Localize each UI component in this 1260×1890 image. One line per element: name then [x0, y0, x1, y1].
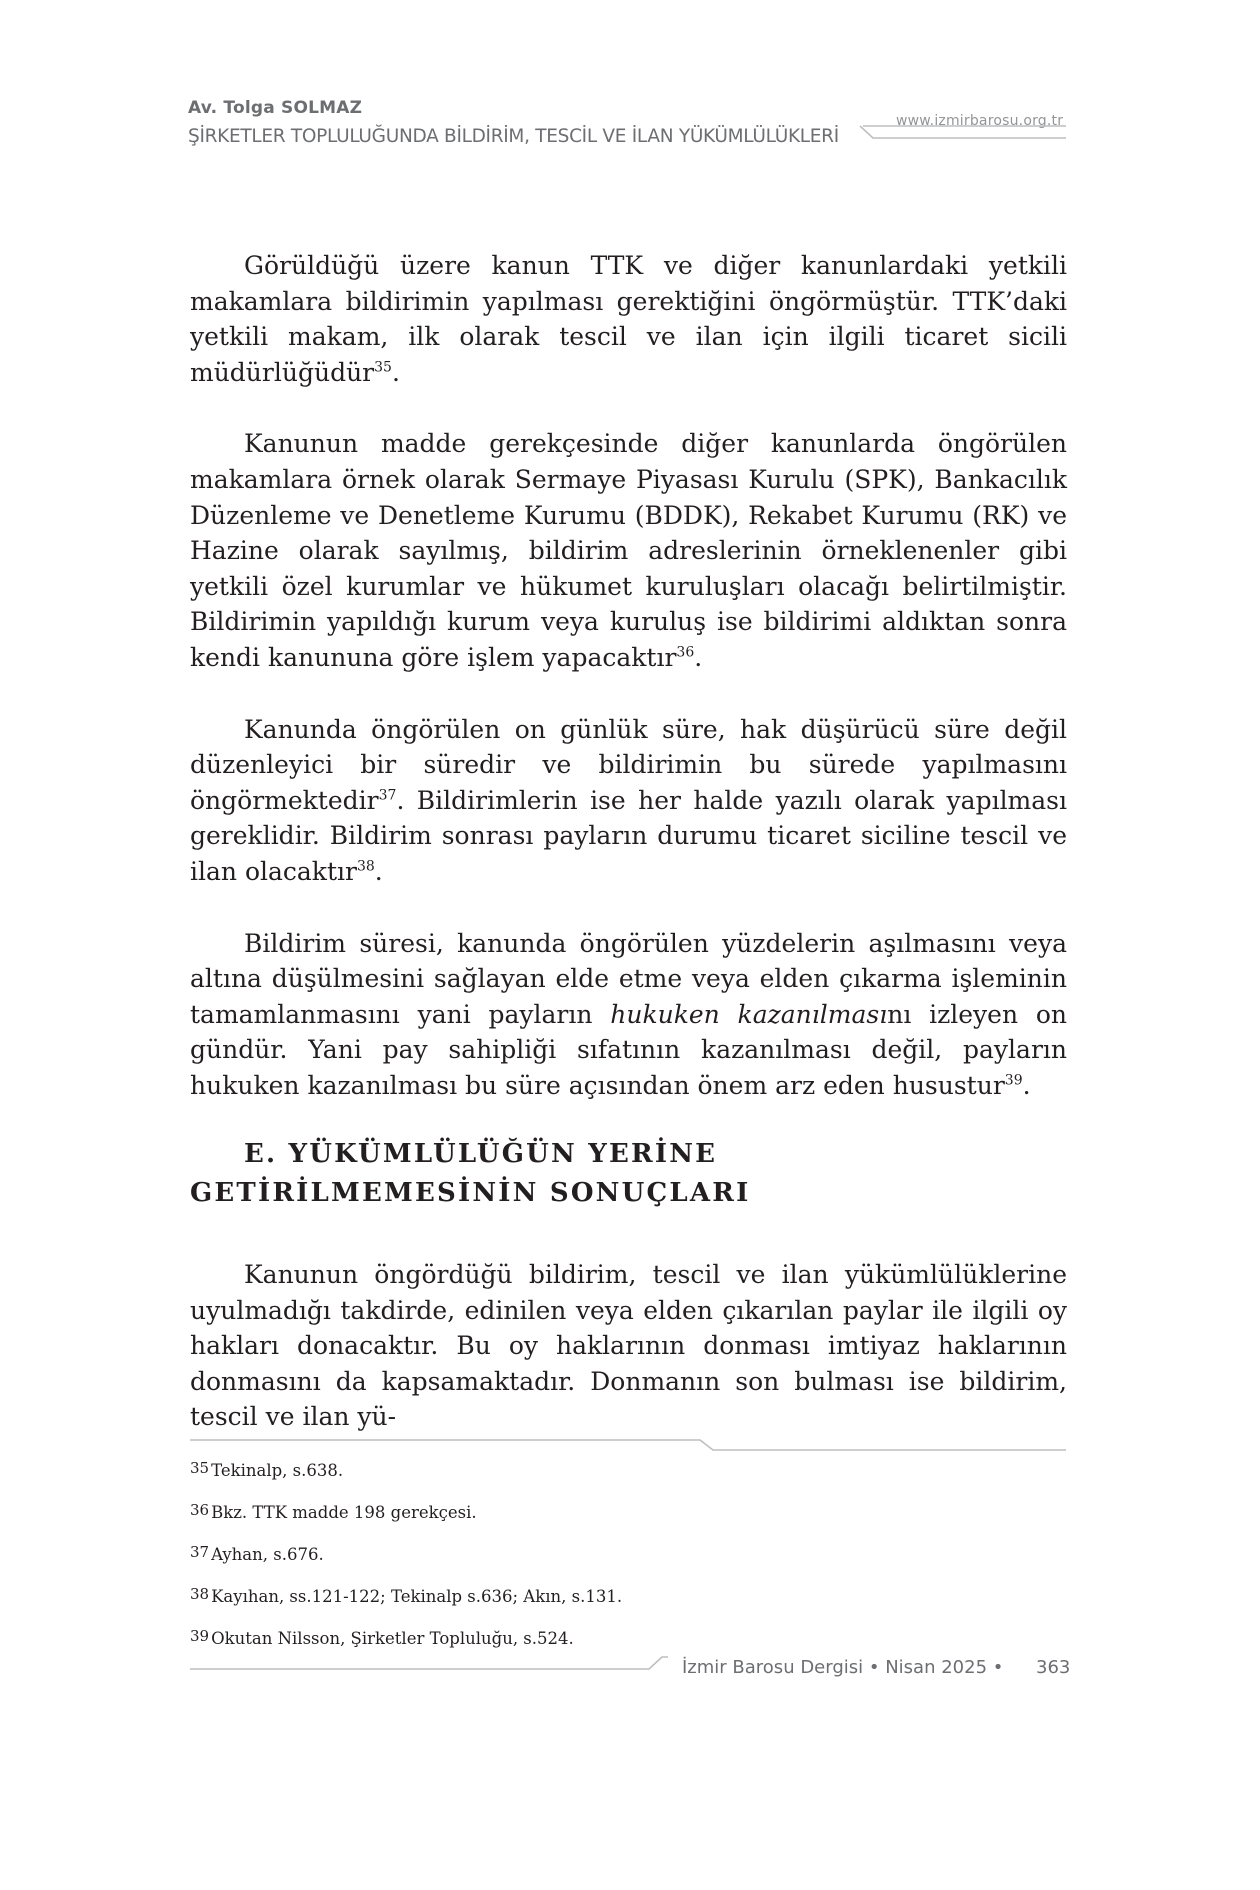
body-text-upper	[190, 248, 1067, 1139]
page-number: 363	[1036, 1657, 1071, 1678]
paragraph-2: Kanunun madde gerekçesinde diğer kanunlarda öngörülen makamlara örnek olarak Sermaye Piyasası Kurulu (SPK), Bankacılık Düzenleme ve Denetleme Kurumu (BDDK), Rekabet Kurumu (RK) ve Hazine olarak sayılmış, bildirim adreslerinin örneklenenler gibi yetkili özel kurumlar ve hükumet kuruluşları olacağı belirtilmiştir. Bildirimin yapıldığı kurum veya kuruluş ise bildirimi aldıktan sonra kendi kanununa göre işlem yapacaktır$^{36}$.	[190, 429, 1067, 672]
italic-term: hukuken kazanılması	[610, 999, 888, 1029]
footnote-text: Kayıhan, ss.121-122; Tekinalp s.636; Akın, s.131.	[211, 1587, 623, 1606]
paragraph-3: Kanunda öngörülen on günlük süre, hak düşürücü süre değil düzenleyici bir süredir ve bildirimin bu sürede yapılmasını öngörmektedir$^{37}$. Bildirimlerin ise her halde yazılı olarak yapılması gereklidir. Bildirim sonrası payların durumu ticaret siciline tescil ve ilan olacaktır$^{38}$.	[190, 714, 1067, 886]
footnote-37	[190, 1542, 1067, 1565]
footnote-number: 38	[190, 1585, 210, 1603]
header-author: Av. Tolga SOLMAZ	[188, 98, 363, 118]
paragraph-1: Görüldüğü üzere kanun TTK ve diğer kanunlardaki yetkili makamlara bildirimin yapılması gerektiğini öngörmüştür. TTK’daki yetkili makam, ilk olarak tescil ve ilan için ilgili ticaret sicili müdürlüğüdür$^{35}$.	[190, 251, 1067, 387]
footnote-ref-36[interactable]: 36	[676, 644, 695, 661]
footnote-ref-39[interactable]: 39	[1004, 1072, 1023, 1089]
footnote-number: 37	[190, 1543, 210, 1561]
footnote-ref-38[interactable]: 38	[356, 858, 375, 875]
body-text-lower	[190, 1257, 1067, 1471]
footnote-ref-35[interactable]: 35	[374, 359, 392, 376]
footnote-text: Okutan Nilsson, Şirketler Topluluğu, s.524.	[211, 1629, 574, 1648]
section-heading: E. YÜKÜMLÜLÜĞÜN YERİNE GETİRİLMEMESİNİN SONUÇLARI	[190, 1139, 751, 1208]
footnote-39	[190, 1626, 1067, 1649]
footnote-text: Bkz. TTK madde 198 gerekçesi.	[211, 1503, 477, 1522]
footnote-number: 36	[190, 1501, 210, 1519]
footnote-36	[190, 1500, 1067, 1523]
header-rule-notch	[860, 126, 1066, 138]
footnote-35	[190, 1458, 1067, 1481]
paragraph-4: Bildirim süresi, kanunda öngörülen yüzdelerin aşılmasını veya altına düşülmesini sağlayan elde etme veya elden çıkarma işleminin tamamlanmasını yani payların hukuken kazanılmasını izleyen on gündür. Yani pay sahipliği sıfatının kazanılması değil, payların hukuken kazanılması bu süre açısından önem arz eden husustur$^{39}$.	[190, 928, 1068, 1100]
footnotes	[190, 1458, 1067, 1668]
header-website: www.izmirbarosu.org.tr	[896, 113, 1064, 129]
header-article-title: ŞİRKETLER TOPLULUĞUNDA BİLDİRİM, TESCİL VE İLAN YÜKÜMLÜLÜKLERİ	[188, 126, 839, 147]
section-paragraph: Kanunun öngördüğü bildirim, tescil ve ilan yükümlülüklerine uyulmadığı takdirde, edinilen veya elden çıkarılan paylar ile ilgili oy hakları donacaktır. Bu oy haklarının donması imtiyaz haklarının donmasını da kapsamaktadır. Donmanın son bulması ise bildirim, tescil ve ilan yü-	[190, 1260, 1067, 1432]
footnote-text: Tekinalp, s.638.	[211, 1461, 344, 1480]
footnote-text: Ayhan, s.676.	[211, 1545, 324, 1564]
footer-journal-name: İzmir Barosu Dergisi • Nisan 2025 •	[682, 1657, 1004, 1678]
footnote-number: 39	[190, 1627, 210, 1645]
footnote-38	[190, 1584, 1067, 1607]
footnote-ref-37[interactable]: 37	[378, 787, 397, 804]
footnote-number: 35	[190, 1459, 210, 1477]
